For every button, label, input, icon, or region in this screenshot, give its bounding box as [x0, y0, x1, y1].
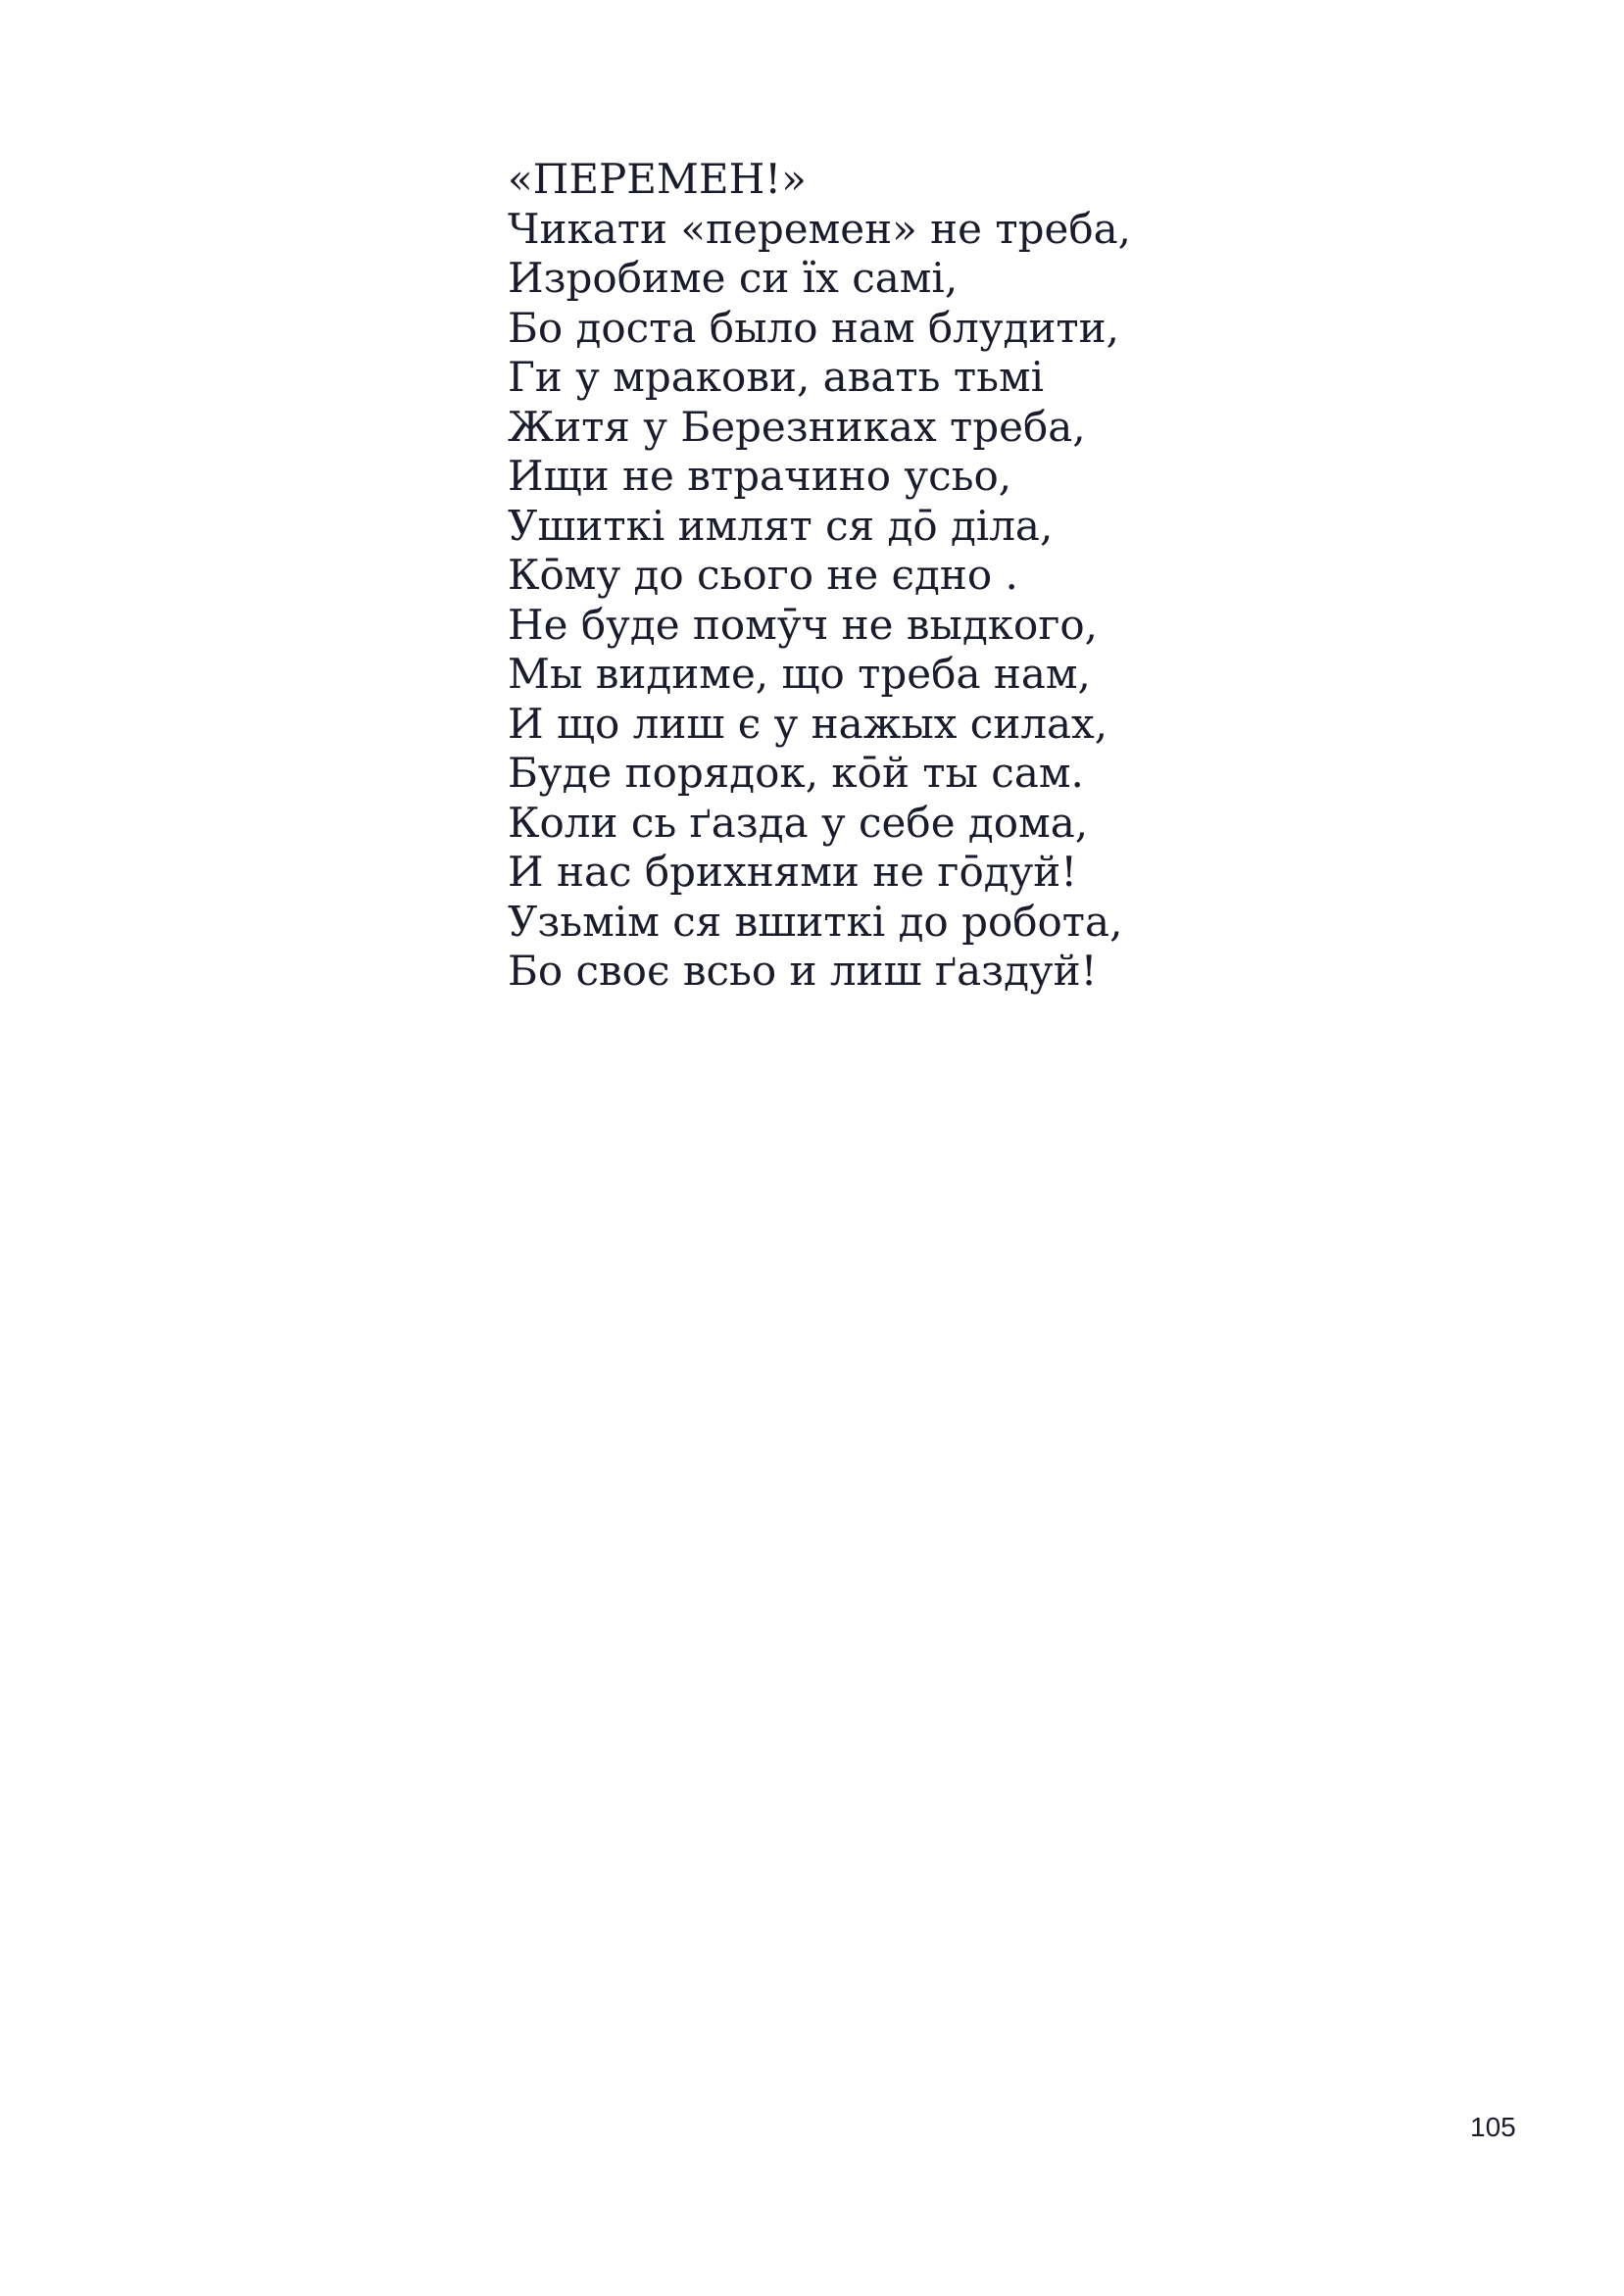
poem-line: Мы видиме, що треба нам, [508, 650, 1091, 698]
poem-line: Изробиме си їх самі, [508, 254, 959, 302]
poem-line: Ги у мракови, авать тьмі [508, 353, 1045, 401]
poem-line: И що лиш є у нажых силах, [508, 699, 1108, 748]
poem-line: Коли сь ґазда у себе дома, [508, 798, 1089, 847]
poem-line: Чикати «перемен» не треба, [508, 204, 1132, 253]
page-number: 105 [1470, 2112, 1516, 2142]
poem-line: Узьмім ся вшиткі до робота, [508, 897, 1123, 946]
poem-line: Бо доста было нам блудити, [508, 303, 1119, 352]
poem-line: Ушиткі имлят ся дō діла, [508, 501, 1054, 550]
poem [508, 155, 1131, 997]
poem-line: И нас брихнями не гōдуй! [508, 848, 1078, 896]
poem-title: «ПЕРЕМЕН!» [508, 155, 807, 203]
poem-line: Ищи не втрачино усьо, [508, 452, 1012, 500]
poem-line: Не буде помӯч не выдкого, [508, 600, 1098, 649]
poem-line: Кōму до сього не єдно . [508, 551, 1018, 599]
poem-line: Буде порядок, кōй ты сам. [508, 749, 1084, 797]
poem-line: Житя у Березниках треба, [508, 402, 1086, 451]
poem-line: Бо своє всьо и лиш ґаздуй! [508, 947, 1098, 995]
